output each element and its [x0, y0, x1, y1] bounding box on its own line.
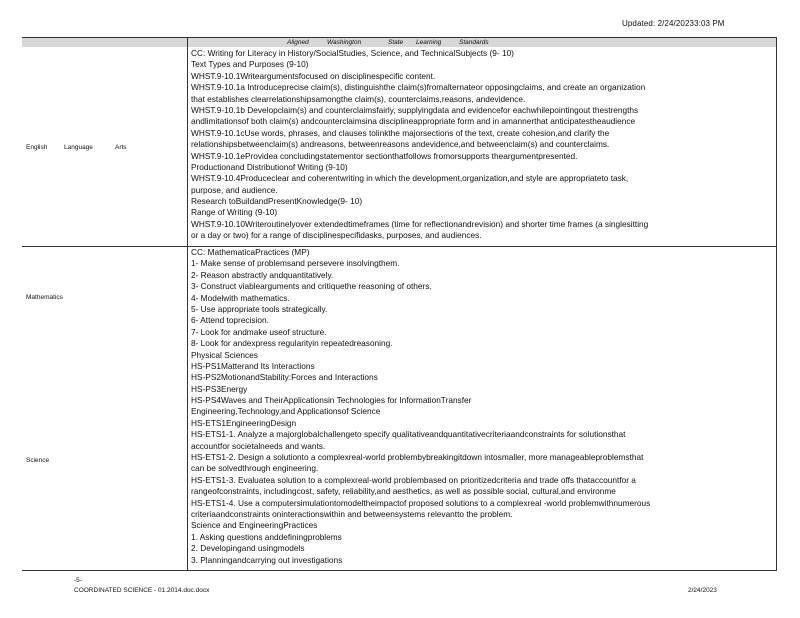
subject-mathematics: Mathematics — [26, 294, 63, 301]
standard-line: 3- Construct viablearguments and critiquethe reasoning of others. — [191, 281, 432, 292]
standard-line: Productionand Distributionof Writing (9-10) — [191, 161, 348, 172]
standard-line: 3. Planningandcarrying out investigations — [191, 554, 343, 565]
standard-line: Research toBuildandPresentKnowledge(9- 10) — [191, 196, 363, 207]
header-standards: Standards — [459, 39, 489, 46]
standard-line: Engineering,Technology,and Applicationsof Science — [191, 406, 381, 417]
standard-line: rangeofconstraints, includingcost, safety, reliability,and aesthetics, as well as possible social, cultural,and environme — [191, 486, 616, 497]
standard-line: CC: Writing for Literacy in History/SocialStudies, Science, and TechnicalSubjects (9- 10) — [191, 48, 514, 58]
standard-line: WHST.9-10.1cUse words, phrases, and clauses tolinkthe majorsections of the text, create cohesion,and clarify the — [191, 127, 610, 138]
standard-line: or a day or two) for a range of disciplinespecifidasks, purposes, and audiences. — [191, 230, 482, 241]
standard-line: can be solvedthrough engineering. — [191, 463, 319, 474]
standard-line: WHST.9-10.1b Developclaim(s) and counterclaimsfairly, supplyingdata and evidencefor eachwhilepointingout thestrengths — [191, 104, 639, 115]
standard-line: HS-PS1Matterand Its Interactions — [191, 360, 315, 371]
header-washington: Washington — [327, 39, 362, 46]
updated-timestamp: Updated: 2/24/20233:03 PM — [622, 19, 725, 28]
footer-filename: COORDINATED SCIENCE - 01.2014.doc.docx — [74, 587, 210, 594]
header-learning: Learning — [416, 39, 442, 46]
standard-line: WHST.9-10.10Writeroutinelyover extendedtimeframes (time for reflectionandrevision) and shorter time frames (a singlesitting — [191, 218, 649, 229]
standard-line: Text Types and Purposes (9-10) — [191, 59, 309, 70]
standard-line: purpose, and audience. — [191, 184, 278, 195]
standard-line: Range of Writing (9-10) — [191, 207, 278, 218]
standard-line: that establishes clearrelationshipsamongthe claim(s), counterclaims,reasons, andevidence. — [191, 93, 526, 104]
table-header — [22, 37, 776, 47]
subject-english: English — [26, 144, 48, 151]
header-state: State — [388, 39, 404, 46]
standard-line: criteriaandconstraints oninteractionswithin and betweensystems relevantto the problem. — [191, 508, 513, 519]
standard-line: 7- Look for andmake useof structure. — [191, 326, 327, 337]
standard-line: 2- Reason abstractly andquantitatively. — [191, 269, 334, 280]
standard-line: HS-PS3Energy — [191, 383, 248, 394]
standard-line: HS-ETS1-1. Analyze a majorglobalchallengeto specify qualitativeandquantitativecriteriaandconstraints for solutionsthat — [191, 429, 626, 440]
column-divider — [187, 37, 188, 570]
standard-line: HS-PS2MotionandStability:Forces and Interactions — [191, 372, 378, 383]
subject-arts: Arts — [115, 144, 127, 151]
standard-line: WHST.9-10.1eProvidea concludingstatementor sectionthatfollows fromorsupports theargumentpresented. — [191, 150, 578, 161]
standard-line: HS-PS4Waves and TheirApplicationsin Technologies for InformationTransfer — [191, 395, 472, 406]
standard-line: 6- Attend toprecision. — [191, 315, 269, 326]
standard-line: 8- Look for andexpress regularityin repeatedreasoning. — [191, 338, 393, 349]
subject-science: Science — [26, 457, 50, 464]
standard-line: 2. Developingand usingmodels — [191, 543, 305, 554]
standard-line: 4- Modelwith mathematics. — [191, 292, 290, 303]
standards-table — [22, 37, 777, 571]
standard-line: HS-ETS1-2. Design a solutionto a complexreal-world problembybreakingitdown intosmaller, more manageableproblemsthat — [191, 452, 644, 463]
standard-line: WHST.9-10.1a Introduceprecise claim(s), distinguishthe claim(s)fromalternateor opposingclaims, and create an organization — [191, 82, 646, 93]
standard-line: WHST.9-10.4Produceclear and coherentwriting in which the development,organization,and style are appropriateto task, — [191, 173, 629, 184]
math-science-standards — [191, 247, 773, 566]
standard-line: 1- Make sense of problemsand persevere insolvingthem. — [191, 258, 400, 269]
standard-line: CC: MathematicaPractices (MP) — [191, 247, 310, 257]
standard-line: HS-ETS1-4. Use a computersimulationtomodeltheimpactof proposed solutions to a complexreal -world problemwithnumerous — [191, 497, 651, 508]
standard-line: accountfor societalneeds and wants. — [191, 440, 326, 451]
standard-line: 5- Use appropriate tools strategically. — [191, 303, 328, 314]
subject-language: Language — [64, 144, 93, 151]
standard-line: 1. Asking questions anddefiningproblems — [191, 531, 342, 542]
standard-line: relationshipsbetweenclaim(s) andreasons, betweenreasons andevidence,and betweenclaim(s) and counterclaims. — [191, 139, 610, 150]
standard-line: WHST.9-10.1Writeargumentsfocused on disciplinespecific content. — [191, 70, 436, 81]
ela-standards — [191, 48, 773, 242]
standard-line: HS-ETS1EngineeringDesign — [191, 417, 297, 428]
standard-line: Physical Sciences — [191, 349, 258, 360]
footer-date: 2/24/2023 — [688, 587, 717, 594]
header-aligned: Aligned — [287, 39, 309, 46]
page-number: -5- — [74, 577, 82, 584]
standard-line: HS-ETS1-3. Evaluatea solution to a complexreal-world problembased on prioritizedcriteria and trade offs thataccountfor a — [191, 474, 636, 485]
standard-line: Science and EngineeringPractices — [191, 520, 318, 531]
standard-line: andlimitationsof both claim(s) andcounterclaimsina disciplineappropriate form and in amannerthat anticipatestheaudience — [191, 116, 636, 127]
